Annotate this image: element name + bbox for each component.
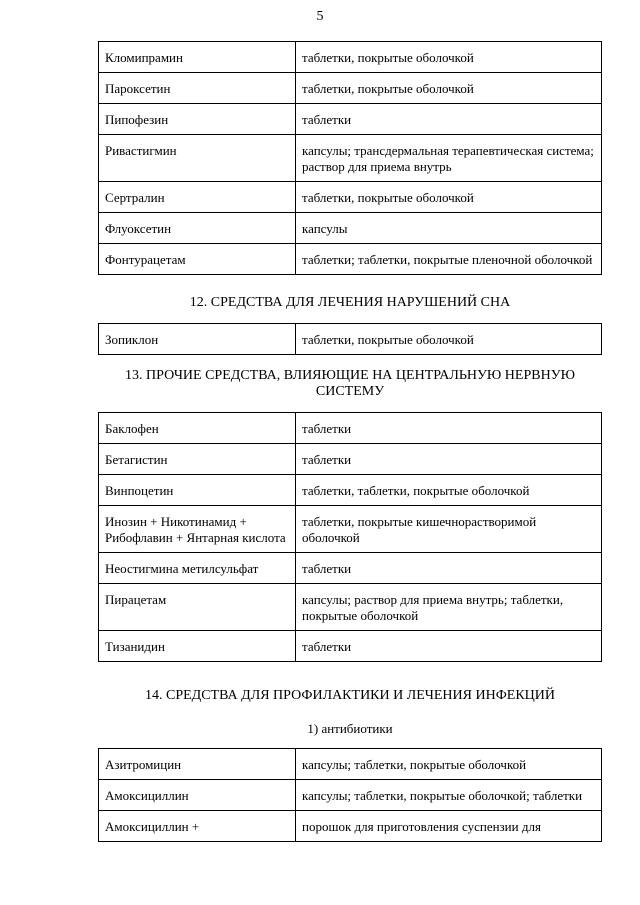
drug-name: Неостигмина метилсульфат	[99, 553, 296, 584]
table-row	[99, 324, 602, 355]
drug-name: Инозин + Никотинамид + Рибофлавин + Янтарная кислота	[99, 506, 296, 553]
subsection-title-antibiotics: 1) антибиотики	[307, 721, 393, 736]
drug-form: таблетки	[296, 104, 602, 135]
table-row	[99, 182, 602, 213]
drug-name: Кломипрамин	[99, 42, 296, 73]
drug-name: Амоксициллин +	[99, 811, 296, 842]
table-row	[99, 444, 602, 475]
drug-table-1	[98, 41, 602, 275]
drug-name: Пароксетин	[99, 73, 296, 104]
table-row	[99, 42, 602, 73]
drug-form: капсулы; трансдермальная терапевтическая система; раствор для приема внутрь	[296, 135, 602, 182]
table-row	[99, 811, 602, 842]
drug-table-2	[98, 323, 602, 355]
drug-table-4	[98, 748, 602, 842]
drug-table-3	[98, 412, 602, 662]
drug-name: Амоксициллин	[99, 780, 296, 811]
drug-form: порошок для приготовления суспензии для	[296, 811, 602, 842]
table-row	[99, 244, 602, 275]
table-row	[99, 213, 602, 244]
drug-form: капсулы; раствор для приема внутрь; таблетки, покрытые оболочкой	[296, 584, 602, 631]
table-row	[99, 475, 602, 506]
table-row	[99, 631, 602, 662]
drug-form: капсулы; таблетки, покрытые оболочкой	[296, 749, 602, 780]
drug-name: Баклофен	[99, 413, 296, 444]
drug-name: Пипофезин	[99, 104, 296, 135]
drug-form: таблетки; таблетки, покрытые пленочной оболочкой	[296, 244, 602, 275]
drug-name: Сертралин	[99, 182, 296, 213]
drug-name: Азитромицин	[99, 749, 296, 780]
drug-name: Фонтурацетам	[99, 244, 296, 275]
drug-form: капсулы; таблетки, покрытые оболочкой; таблетки	[296, 780, 602, 811]
table-row	[99, 135, 602, 182]
table-row	[99, 73, 602, 104]
drug-name: Винпоцетин	[99, 475, 296, 506]
drug-name: Тизанидин	[99, 631, 296, 662]
drug-form: таблетки, покрытые кишечнорастворимой оболочкой	[296, 506, 602, 553]
drug-form: таблетки, покрытые оболочкой	[296, 324, 602, 355]
table-row	[99, 413, 602, 444]
drug-form: таблетки	[296, 631, 602, 662]
drug-name: Бетагистин	[99, 444, 296, 475]
section-title-14: 14. СРЕДСТВА ДЛЯ ПРОФИЛАКТИКИ И ЛЕЧЕНИЯ ИНФЕКЦИЙ	[144, 688, 555, 703]
drug-form: капсулы	[296, 213, 602, 244]
drug-name: Пирацетам	[99, 584, 296, 631]
drug-name: Ривастигмин	[99, 135, 296, 182]
drug-form: таблетки, покрытые оболочкой	[296, 182, 602, 213]
table-row	[99, 553, 602, 584]
section-title-13: 13. ПРОЧИЕ СРЕДСТВА, ВЛИЯЮЩИЕ НА ЦЕНТРАЛЬНУЮ НЕРВНУЮ СИСТЕМУ	[125, 368, 575, 399]
drug-form: таблетки	[296, 553, 602, 584]
drug-name: Флуоксетин	[99, 213, 296, 244]
drug-form: таблетки	[296, 413, 602, 444]
page-number: 5	[316, 9, 324, 24]
table-row	[99, 584, 602, 631]
table-row	[99, 104, 602, 135]
drug-form: таблетки	[296, 444, 602, 475]
section-title-12: 12. СРЕДСТВА ДЛЯ ЛЕЧЕНИЯ НАРУШЕНИЙ СНА	[189, 295, 511, 310]
drug-form: таблетки, покрытые оболочкой	[296, 42, 602, 73]
drug-form: таблетки, таблетки, покрытые оболочкой	[296, 475, 602, 506]
drug-form: таблетки, покрытые оболочкой	[296, 73, 602, 104]
table-row	[99, 780, 602, 811]
table-row	[99, 749, 602, 780]
table-row	[99, 506, 602, 553]
drug-name: Зопиклон	[99, 324, 296, 355]
